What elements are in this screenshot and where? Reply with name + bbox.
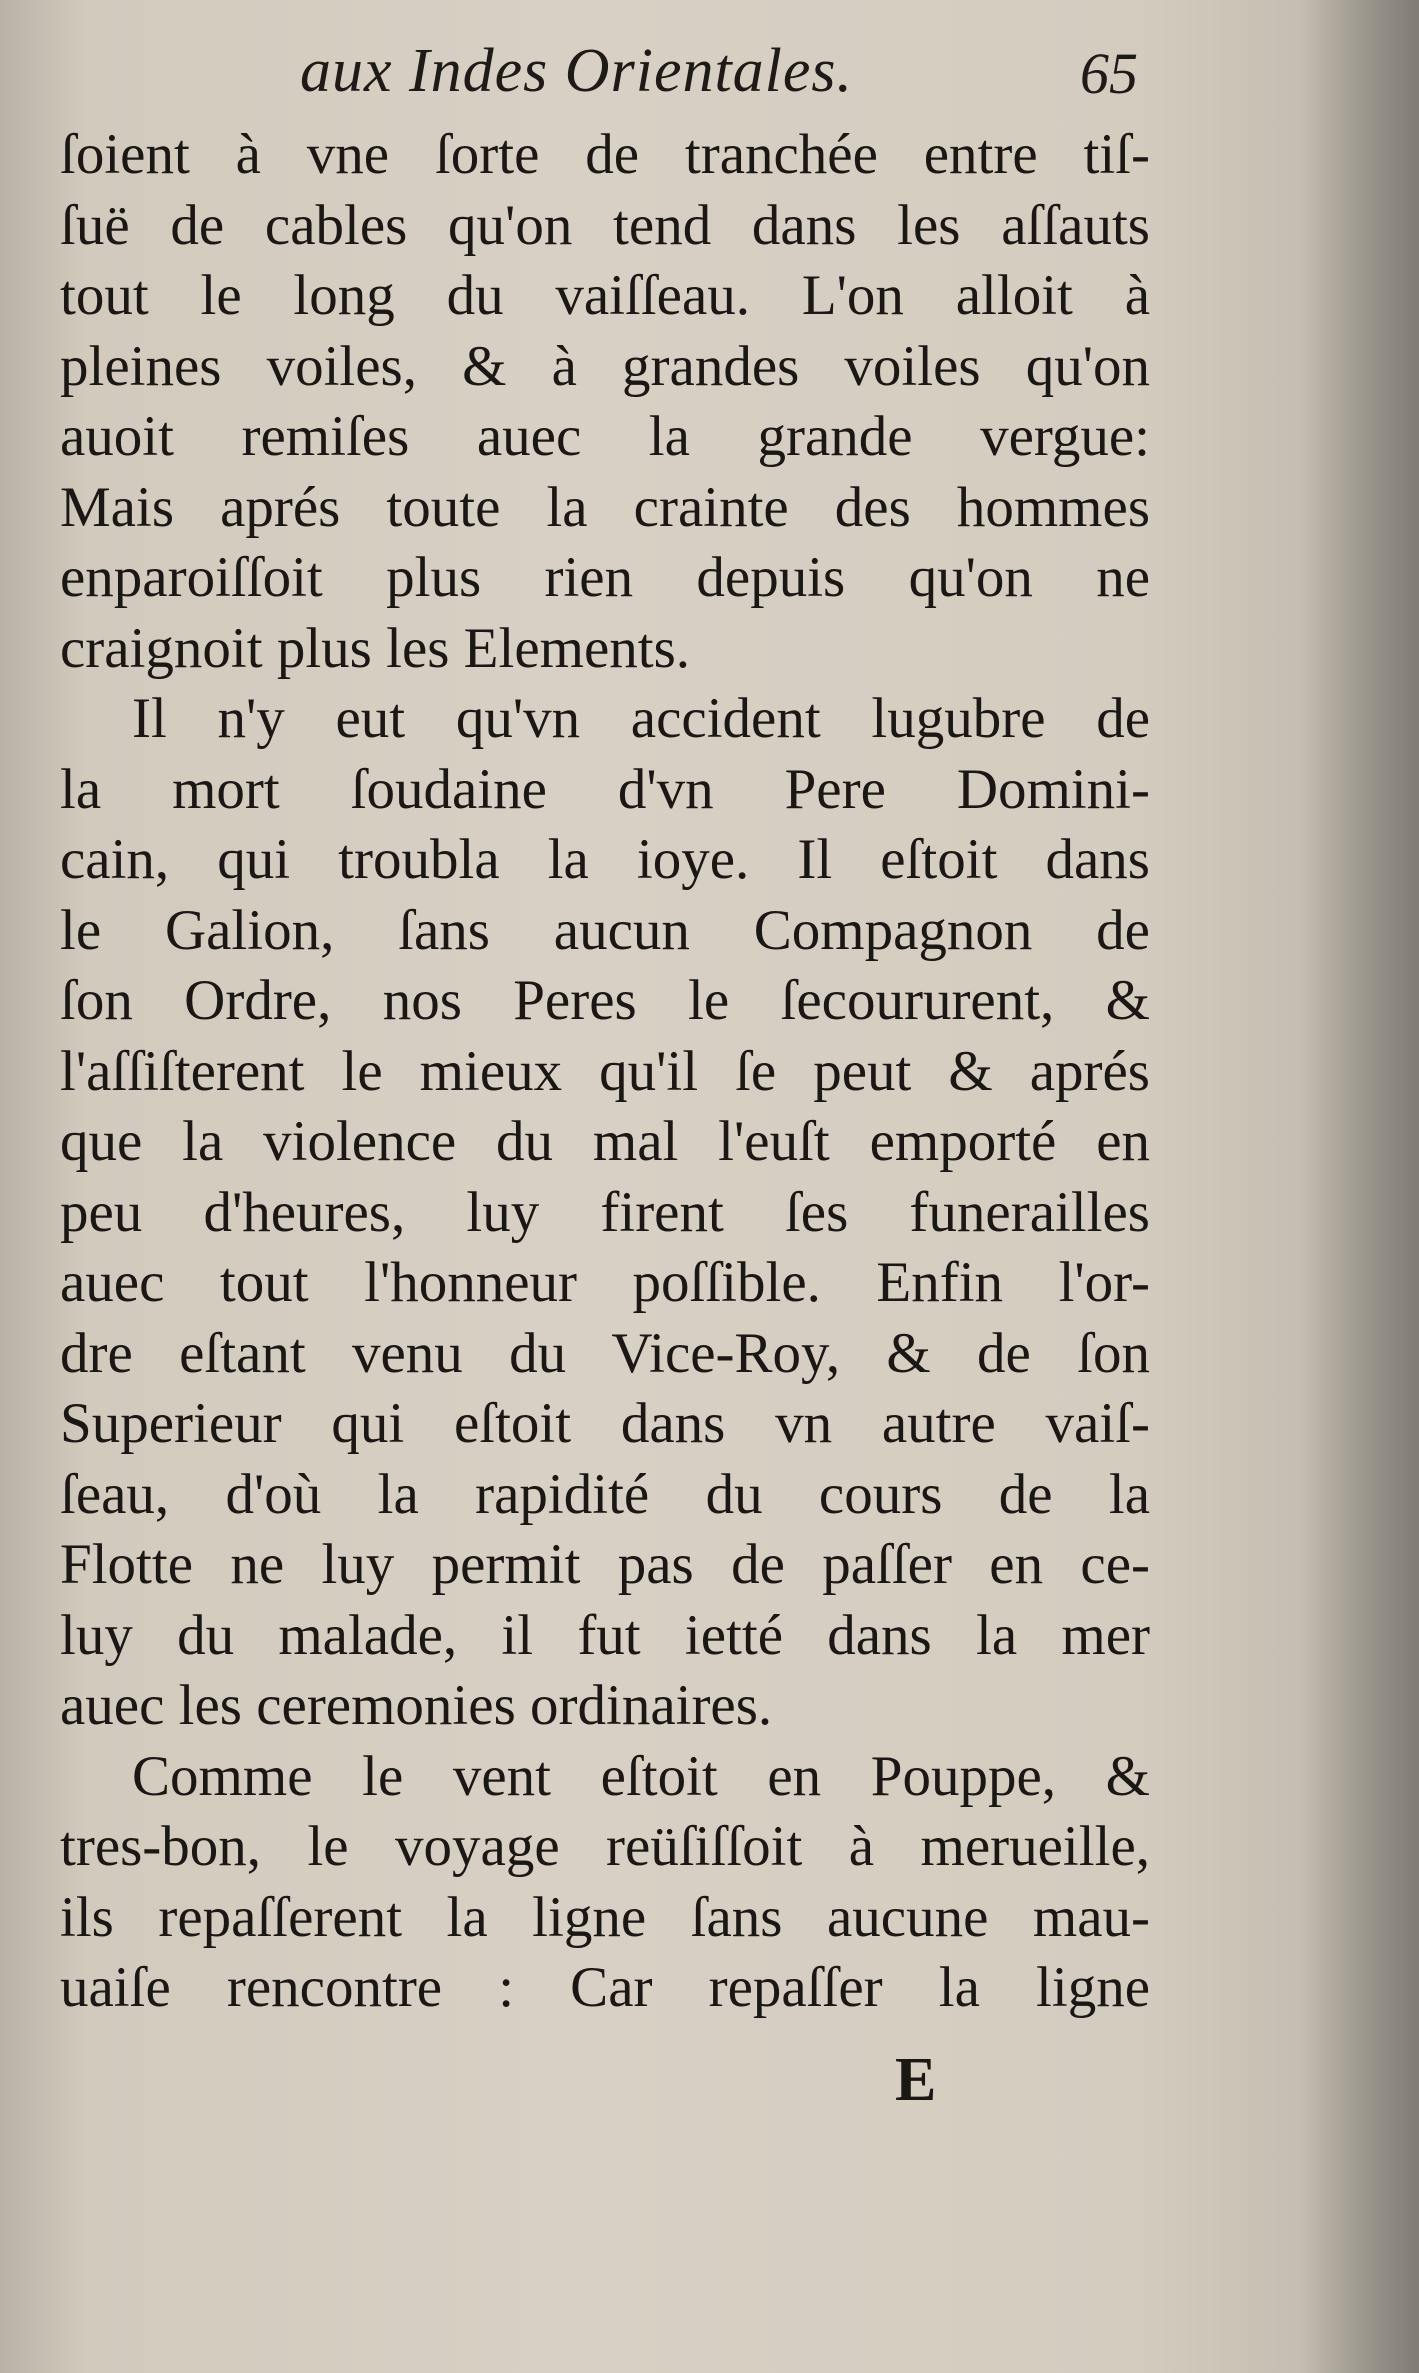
text-line: Comme le vent eſtoit en Pouppe, &	[132, 1744, 1150, 1808]
text-line: l'aſſiſterent le mieux qu'il ſe peut & aprés	[60, 1039, 1150, 1103]
text-line: ſoient à vne ſorte de tranchée entre tiſ-	[60, 123, 1150, 186]
page-header	[0, 30, 1419, 110]
page-number: 65	[1080, 41, 1138, 106]
text-line: cain, qui troubla la ioye. Il eſtoit dans	[60, 828, 1150, 891]
text-line: ſuë de cables qu'on tend dans les aſſauts	[60, 193, 1150, 257]
text-line: la mort ſoudaine d'vn Pere Domini-	[60, 757, 1150, 821]
text-line: ſeau, d'où la rapidité du cours de la	[60, 1462, 1150, 1526]
text-line: que la violence du mal l'euſt emporté en	[60, 1110, 1150, 1173]
text-line: Mais aprés toute la crainte des hommes	[60, 475, 1150, 539]
text-line: luy du malade, il fut ietté dans la mer	[60, 1603, 1150, 1667]
text-line: tres-bon, le voyage reüſiſſoit à merueille,	[60, 1815, 1150, 1878]
running-title: aux Indes Orientales.	[300, 37, 854, 105]
text-line: ils repaſſerent la ligne ſans aucune mau-	[60, 1885, 1150, 1949]
text-line: enparoiſſoit plus rien depuis qu'on ne	[60, 546, 1150, 609]
text-line: dre eſtant venu du Vice-Roy, & de ſon	[60, 1321, 1150, 1385]
text-line: Flotte ne luy permit pas de paſſer en ce-	[60, 1533, 1150, 1596]
text-line: peu d'heures, luy firent ſes funerailles	[60, 1180, 1150, 1244]
page-edge-shadow	[1299, 0, 1419, 2373]
body-text	[60, 120, 1150, 2024]
paragraph-1	[60, 120, 1150, 684]
text-line: uaiſe rencontre : Car repaſſer la ligne	[60, 1956, 1150, 2019]
paragraph-2	[60, 684, 1150, 1742]
text-line: Il n'y eut qu'vn accident lugubre de	[132, 687, 1150, 750]
text-line: auec tout l'honneur poſſible. Enfin l'or-	[60, 1251, 1150, 1314]
text-line: le Galion, ſans aucun Compagnon de	[60, 898, 1150, 962]
text-line: pleines voiles, & à grandes voiles qu'on	[60, 334, 1150, 398]
text-line: Superieur qui eſtoit dans vn autre vaiſ-	[60, 1392, 1150, 1455]
text-line: tout le long du vaiſſeau. L'on alloit à	[60, 264, 1150, 327]
text-line: craignoit plus les Elements.	[60, 616, 691, 680]
signature-mark: E	[895, 2046, 937, 2114]
text-line: auoit remiſes auec la grande vergue:	[60, 405, 1150, 468]
text-line: auec les ceremonies ordinaires.	[60, 1674, 773, 1737]
text-line: ſon Ordre, nos Peres le ſecoururent, &	[60, 969, 1150, 1032]
paragraph-3	[60, 1742, 1150, 2024]
